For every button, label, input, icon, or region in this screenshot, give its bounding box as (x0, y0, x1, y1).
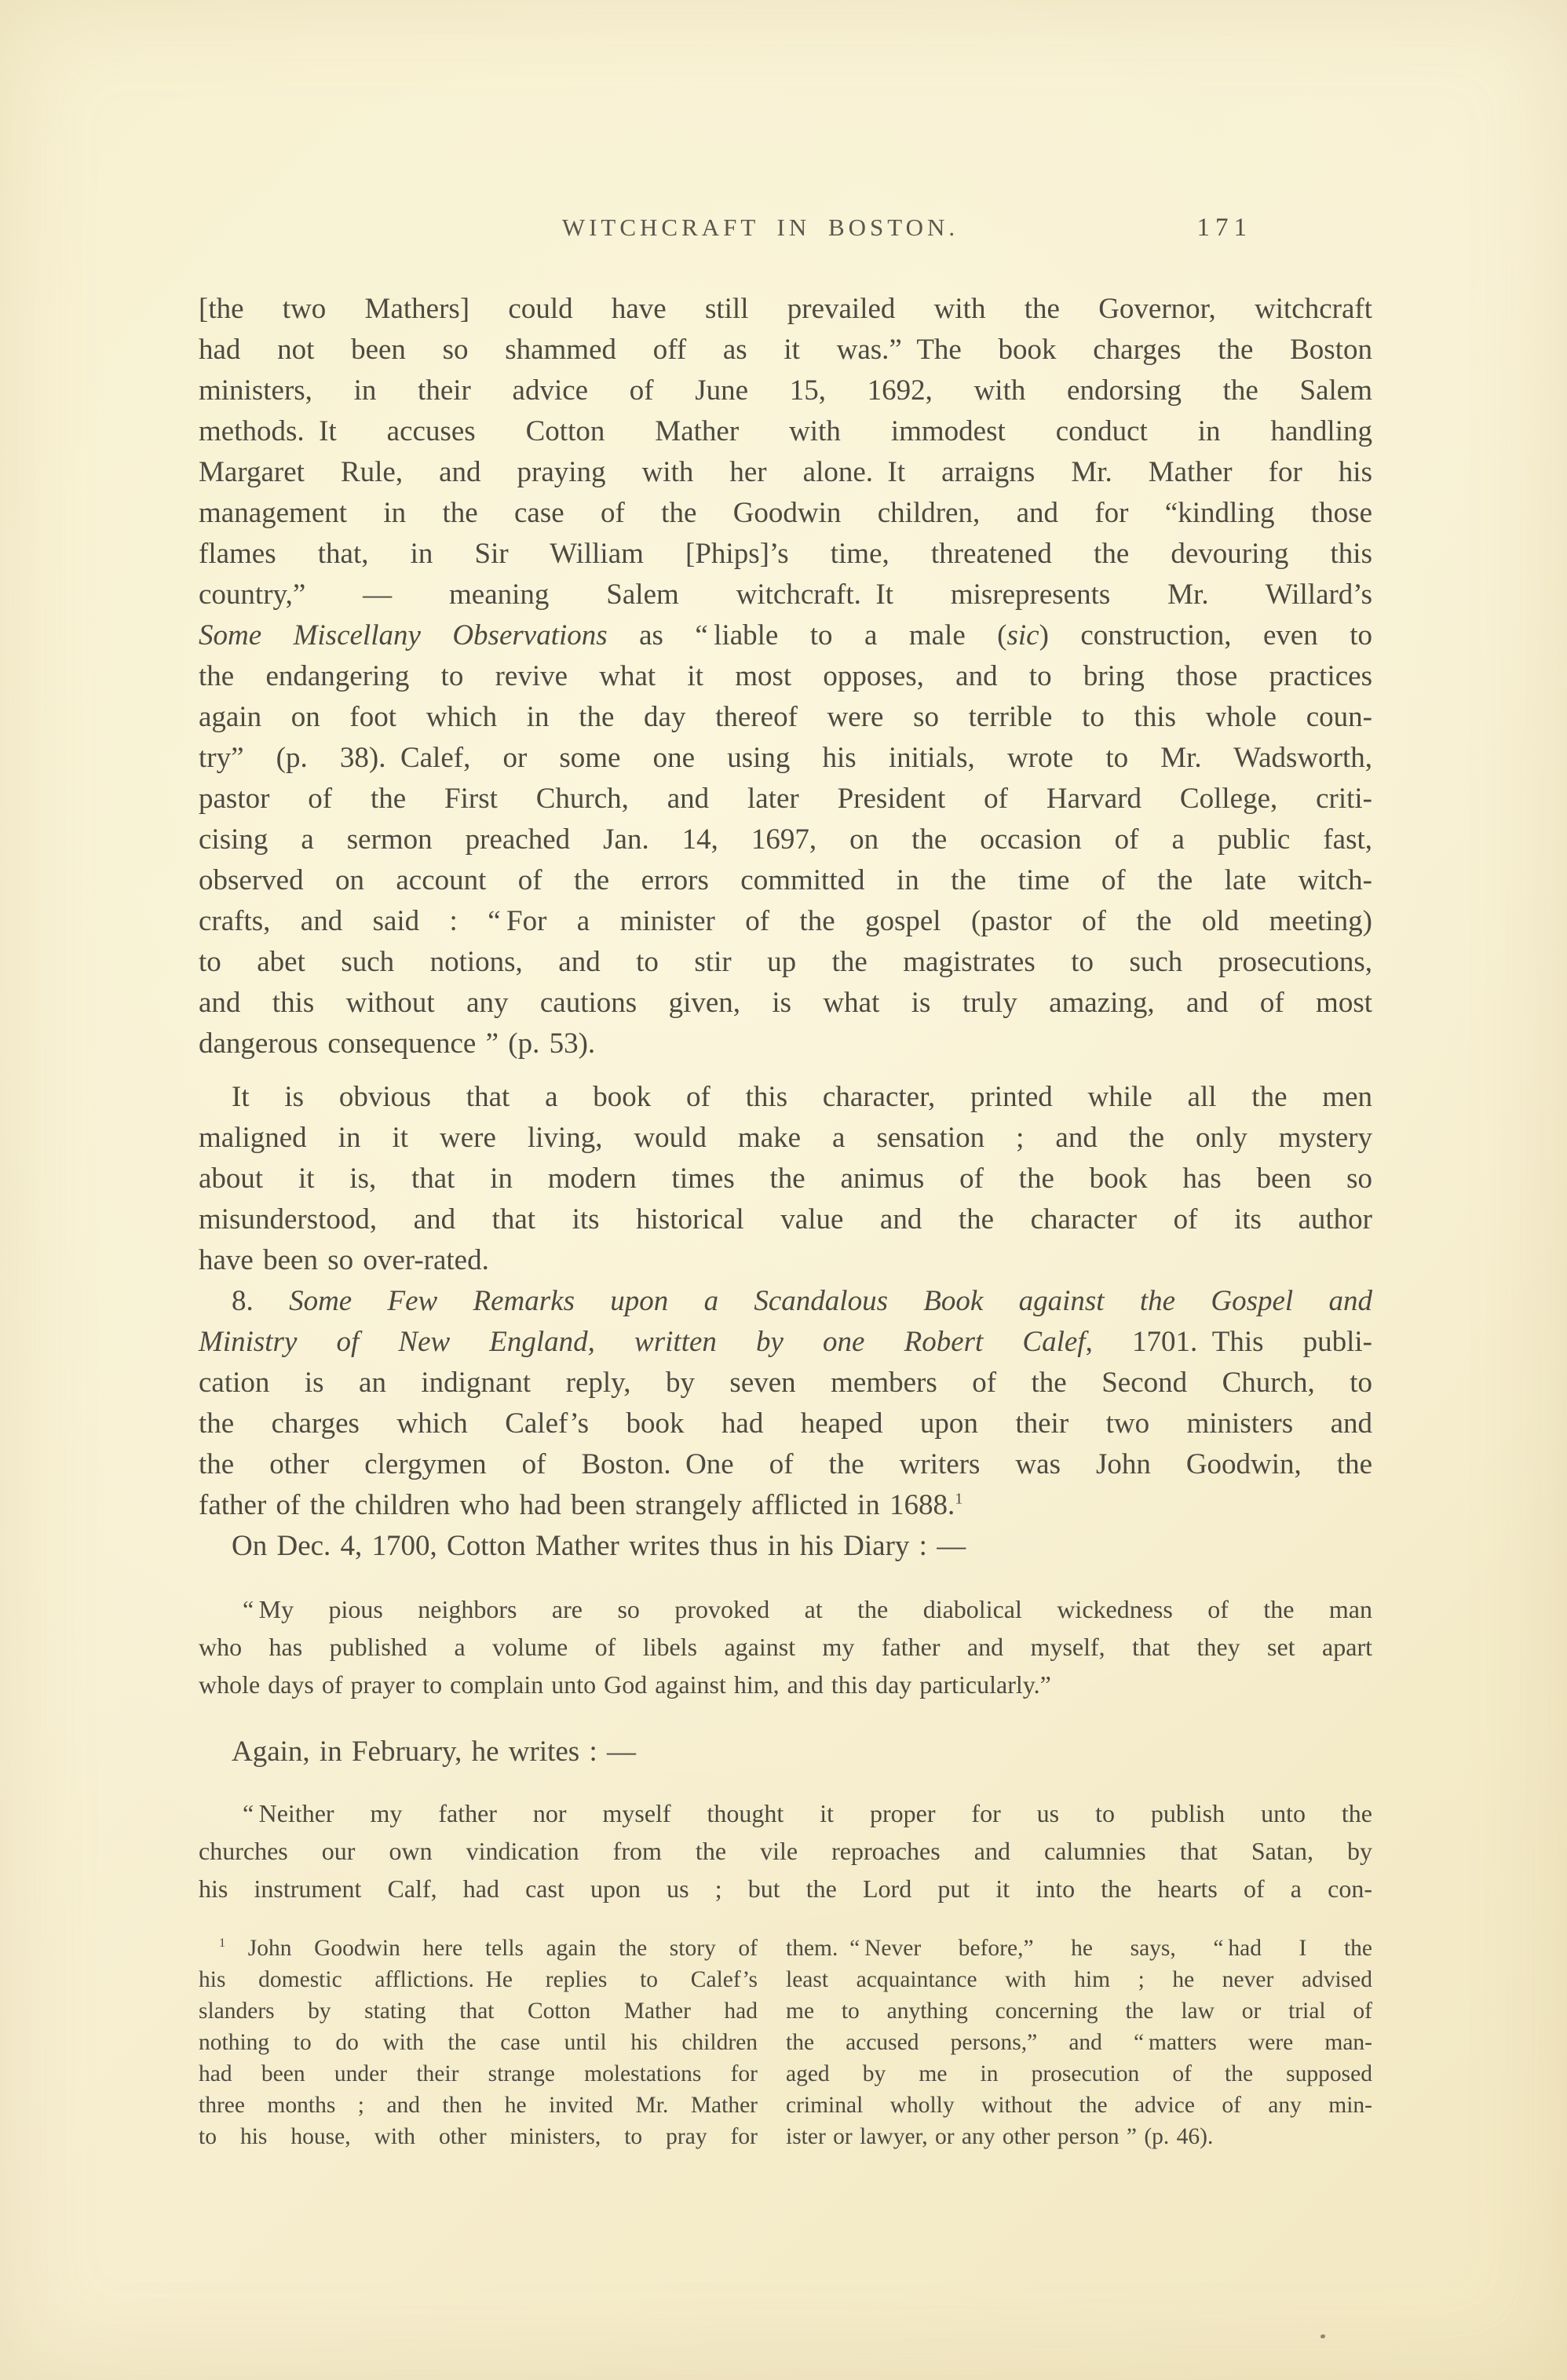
text-line: me to anything concerning the law or trial of (786, 1999, 1372, 2024)
text-line: the accused persons,” and “ matters were man- (786, 2030, 1372, 2055)
text-line: country,” — meaning Salem witchcraft. It misrepresents Mr. Willard’s (199, 579, 1372, 611)
text-line: ministers, in their advice of June 15, 1692, with endorsing the Salem (199, 374, 1372, 407)
text-line: again on foot which in the day thereof were so terrible to this whole coun- (199, 701, 1372, 733)
paragraph-february-intro (199, 1732, 1372, 1772)
text-line: have been so over-rated. (199, 1244, 489, 1276)
text-line: It is obvious that a book of this character, printed while all the men (232, 1081, 1372, 1113)
text-line: pastor of the First Church, and later President of Harvard College, criti- (199, 783, 1372, 815)
text-line: On Dec. 4, 1700, Cotton Mather writes thus in his Diary : — (232, 1530, 966, 1562)
text-line: the charges which Calef’s book had heaped upon their two ministers and (199, 1407, 1372, 1440)
footnote-section (199, 1933, 1372, 2152)
text-line: Margaret Rule, and praying with her alone. It arraigns Mr. Mather for his (199, 456, 1372, 488)
paragraph-calef-charges (199, 289, 1372, 1064)
diary-quote-february (199, 1794, 1372, 1907)
paragraph-book-character (199, 1077, 1372, 1281)
text-line: whole days of prayer to complain unto God against him, and this day particularly.” (199, 1670, 1051, 1699)
text-line: had been under their strange molestations for (199, 2061, 758, 2086)
text-line: who has published a volume of libels against my father and myself, that they set apart (199, 1633, 1372, 1661)
text-line: observed on account of the errors committed in the time of the late witch- (199, 864, 1372, 896)
footnote-left-column (199, 1933, 758, 2152)
text-line: “ Neither my father nor myself thought it proper for us to publish unto the (243, 1799, 1372, 1827)
page-title: WITCHCRAFT IN BOSTON. (561, 214, 959, 241)
text-line: criminal wholly without the advice of any min- (786, 2093, 1372, 2118)
text-line: them. “ Never before,” he says, “ had I the (786, 1936, 1372, 1961)
text-line: his instrument Calf, had cast upon us ; but the Lord put it into the hearts of a con- (199, 1874, 1372, 1903)
text-line: dangerous consequence ” (p. 53). (199, 1028, 596, 1060)
paragraph-diary-intro (199, 1526, 1372, 1567)
text-line: maligned in it were living, would make a sensation ; and the only mystery (199, 1122, 1372, 1154)
text-line: cising a sermon preached Jan. 14, 1697, on the occasion of a public fast, (199, 823, 1372, 856)
text-line: slanders by stating that Cotton Mather had (199, 1999, 758, 2024)
text-line: cation is an indignant reply, by seven members of the Second Church, to (199, 1367, 1372, 1399)
text-line: about it is, that in modern times the animus of the book has been so (199, 1163, 1372, 1195)
text-line: least acquaintance with him ; he never advised (786, 1967, 1372, 1992)
text-line: and this without any cautions given, is what is truly amazing, and of most (199, 987, 1372, 1019)
running-head (199, 214, 1372, 248)
text-line: to his house, with other ministers, to pray for (199, 2124, 758, 2149)
page-number: 171 (1196, 214, 1252, 242)
text-line: flames that, in Sir William [Phips]’s time, threatened the devouring this (199, 538, 1372, 570)
text-line: the other clergymen of Boston. One of the writers was John Goodwin, the (199, 1448, 1372, 1480)
text-line: to abet such notions, and to stir up the magistrates to such prosecutions, (199, 946, 1372, 978)
text-line: Ministry of New England, written by one Robert Calef, 1701. This publi- (199, 1326, 1372, 1358)
text-line: three months ; and then he invited Mr. Mather (199, 2093, 758, 2118)
text-line: Some Miscellany Observations as “ liable to a male (sic) construction, even to (199, 619, 1372, 652)
text-line: had not been so shammed off as it was.” The book charges the Boston (199, 334, 1372, 366)
text-line: Again, in February, he writes : — (232, 1736, 636, 1768)
text-line: 8. Some Few Remarks upon a Scandalous Book against the Gospel and (232, 1285, 1373, 1317)
text-line: father of the children who had been strangely afflicted in 1688.$^1$ (199, 1489, 963, 1521)
paragraph-some-few-remarks (199, 1281, 1372, 1526)
text-line: misunderstood, and that its historical value and the character of its author (199, 1203, 1372, 1236)
text-line: nothing to do with the case until his children (199, 2030, 758, 2055)
text-line: churches our own vindication from the vile reproaches and calumnies that Satan, by (199, 1837, 1372, 1865)
text-line: [the two Mathers] could have still prevailed with the Governor, witchcraft (199, 293, 1372, 325)
footnote-right-column (786, 1933, 1372, 2152)
text-line: the endangering to revive what it most opposes, and to bring those practices (199, 660, 1372, 692)
text-line: try” (p. 38). Calef, or some one using his initials, wrote to Mr. Wadsworth, (199, 742, 1372, 774)
text-line: “ My pious neighbors are so provoked at the diabolical wickedness of the man (243, 1595, 1372, 1623)
text-line: aged by me in prosecution of the supposed (786, 2061, 1372, 2086)
text-line: crafts, and said : “ For a minister of the gospel (pastor of the old meeting) (199, 905, 1372, 937)
paper-speck (1320, 2334, 1325, 2338)
text-line: management in the case of the Goodwin children, and for “kindling those (199, 497, 1372, 529)
text-line: methods. It accuses Cotton Mather with immodest conduct in handling (199, 415, 1372, 447)
diary-quote-december (199, 1590, 1372, 1703)
text-line: ister or lawyer, or any other person ” (p. 46). (786, 2124, 1214, 2149)
text-line: his domestic afflictions. He replies to Calef’s (199, 1967, 758, 1992)
text-line: $^1$ John Goodwin here tells again the story of (219, 1936, 758, 1961)
